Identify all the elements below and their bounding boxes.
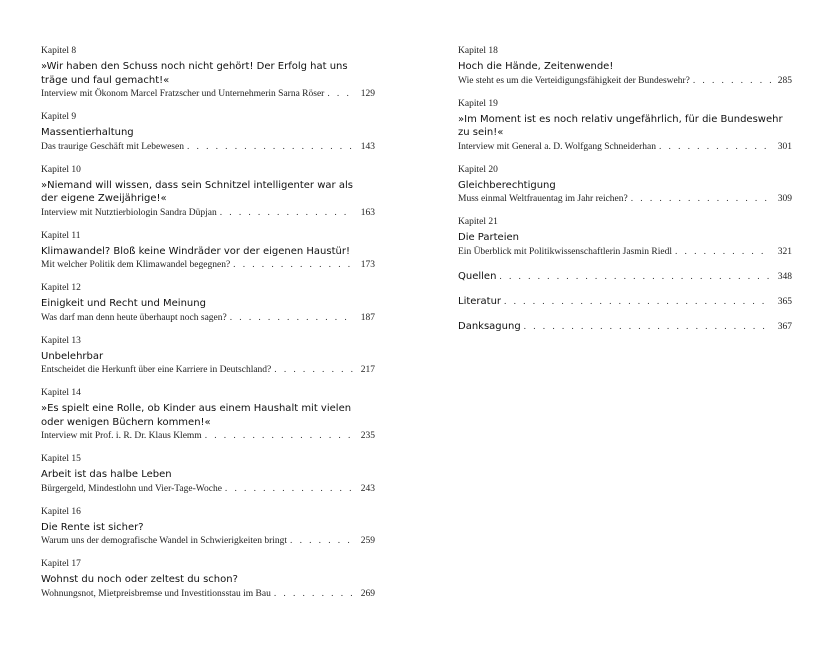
toc-entry-kapitel-17[interactable] xyxy=(41,559,375,601)
chapter-subtitle: Interview mit Ökonom Marcel Fratzscher und Unternehmerin Sarna Röser xyxy=(41,89,325,99)
toc-entry-kapitel-8[interactable] xyxy=(41,46,375,101)
chapter-subtitle: Wohnungsnot, Mietpreisbremse und Investitionsstau im Bau xyxy=(41,588,271,599)
dot-leader xyxy=(220,207,354,220)
dot-leader xyxy=(631,193,771,206)
page-number: 285 xyxy=(777,75,792,86)
toc-entry-kapitel-21[interactable] xyxy=(458,217,792,259)
chapter-title-line: Gleichberechtigung xyxy=(458,179,556,191)
subtitle-line xyxy=(41,312,375,325)
page-number: 163 xyxy=(360,207,375,218)
dot-leader xyxy=(205,430,354,443)
chapter-title-line: »Es spielt eine Rolle, ob Kinder aus einem Haushalt mit vielen xyxy=(41,403,352,414)
chapter-title-line: Einigkeit und Recht und Meinung xyxy=(41,298,206,309)
chapter-title-line: Arbeit ist das halbe Leben xyxy=(41,469,172,480)
toc-entry-quellen[interactable] xyxy=(458,270,792,284)
dot-leader xyxy=(225,483,354,496)
subtitle-line xyxy=(41,588,375,601)
page-number: 309 xyxy=(777,194,792,204)
page-number: 301 xyxy=(777,141,792,152)
chapter-subtitle: Wie steht es um die Verteidigungsfähigkeit der Bundeswehr? xyxy=(458,75,690,86)
chapter-label: Kapitel 20 xyxy=(458,164,498,175)
chapter-title-line: träge und faul gemacht!« xyxy=(41,74,170,86)
toc-entry-kapitel-16[interactable] xyxy=(41,507,375,549)
dot-leader xyxy=(290,535,354,548)
toc-entry-kapitel-19[interactable] xyxy=(458,99,792,154)
dot-leader xyxy=(524,321,771,334)
page-number: 321 xyxy=(777,246,792,257)
chapter-title-line: Die Parteien xyxy=(458,232,519,243)
subtitle-line xyxy=(458,141,792,154)
subtitle-line xyxy=(41,259,375,272)
subtitle-line xyxy=(41,364,375,377)
chapter-subtitle: Das traurige Geschäft mit Lebewesen xyxy=(41,141,184,152)
subtitle-line xyxy=(41,141,375,154)
dot-leader xyxy=(230,312,354,325)
chapter-label: Kapitel 21 xyxy=(458,217,498,227)
chapter-label: Kapitel 14 xyxy=(41,388,81,398)
chapter-title-line: Hoch die Hände, Zeitenwende! xyxy=(458,61,614,72)
toc-entry-kapitel-14[interactable] xyxy=(41,388,375,443)
chapter-subtitle: Interview mit Nutztierbiologin Sandra Düpjan xyxy=(41,207,217,218)
dot-leader xyxy=(675,246,771,259)
chapter-label: Kapitel 18 xyxy=(458,46,498,56)
chapter-subtitle: Interview mit Prof. i. R. Dr. Klaus Klemm xyxy=(41,431,202,441)
chapter-label: Kapitel 10 xyxy=(41,164,81,175)
page-number: 259 xyxy=(360,536,375,546)
page-number: 243 xyxy=(360,483,375,494)
toc-entry-kapitel-15[interactable] xyxy=(41,454,375,496)
chapter-subtitle: Bürgergeld, Mindestlohn und Vier-Tage-Woche xyxy=(41,483,222,494)
subtitle-line xyxy=(458,193,792,206)
subtitle-line xyxy=(458,75,792,88)
page-number: 129 xyxy=(360,89,375,99)
subtitle-line xyxy=(41,483,375,496)
dot-leader xyxy=(499,271,771,284)
chapter-title-line: oder wenigen Büchern kommen!« xyxy=(41,416,211,428)
dot-leader xyxy=(274,364,354,377)
dot-leader xyxy=(274,588,354,601)
dot-leader xyxy=(659,141,771,154)
toc-entry-literatur[interactable] xyxy=(458,295,792,309)
page-number: 173 xyxy=(360,260,375,270)
toc-entry-kapitel-18[interactable] xyxy=(458,46,792,88)
toc-left-column xyxy=(41,46,375,612)
page-number: 365 xyxy=(777,296,792,307)
chapter-label: Kapitel 9 xyxy=(41,112,77,122)
toc-entry-danksagung[interactable] xyxy=(458,320,792,334)
page-number: 367 xyxy=(777,321,792,332)
chapter-label: Kapitel 16 xyxy=(41,506,81,517)
chapter-title-line: Die Rente ist sicher? xyxy=(41,521,144,533)
dot-leader xyxy=(693,75,771,88)
page-number: 187 xyxy=(360,312,375,323)
chapter-subtitle: Warum uns der demografische Wandel in Schwierigkeiten bringt xyxy=(41,536,288,546)
page-number: 217 xyxy=(360,365,375,375)
toc-entry-kapitel-20[interactable] xyxy=(458,165,792,207)
section-title: Literatur xyxy=(458,295,502,307)
page-number: 235 xyxy=(360,431,375,441)
chapter-title-line: zu sein!« xyxy=(458,127,504,138)
chapter-label: Kapitel 11 xyxy=(41,230,81,241)
toc-entry-kapitel-13[interactable] xyxy=(41,336,375,378)
toc-entry-kapitel-12[interactable] xyxy=(41,283,375,325)
toc-entry-kapitel-9[interactable] xyxy=(41,112,375,154)
toc-entry-kapitel-10[interactable] xyxy=(41,165,375,220)
section-title: Quellen xyxy=(458,270,497,282)
chapter-label: Kapitel 8 xyxy=(41,46,77,56)
dot-leader xyxy=(504,296,771,309)
chapter-title-line: der eigene Zweijährige!« xyxy=(41,193,167,204)
subtitle-line xyxy=(41,88,375,101)
chapter-title-line: »Niemand will wissen, dass sein Schnitzel intelligenter war als xyxy=(41,179,353,191)
toc-right-column xyxy=(458,46,792,345)
chapter-subtitle: Entscheidet die Herkunft über eine Karriere in Deutschland? xyxy=(41,365,272,375)
subtitle-line xyxy=(41,535,375,548)
chapter-label: Kapitel 17 xyxy=(41,559,81,569)
chapter-subtitle: Mit welcher Politik dem Klimawandel begegnen? xyxy=(41,260,231,270)
chapter-title-line: Unbelehrbar xyxy=(41,350,104,362)
chapter-label: Kapitel 13 xyxy=(41,335,81,346)
chapter-label: Kapitel 19 xyxy=(458,98,498,109)
page-number: 348 xyxy=(777,271,792,282)
chapter-subtitle: Interview mit General a. D. Wolfgang Schneiderhan xyxy=(458,141,656,152)
section-title: Danksagung xyxy=(458,320,521,332)
chapter-title-line: »Wir haben den Schuss noch nicht gehört! Der Erfolg hat uns xyxy=(41,61,348,72)
chapter-subtitle: Ein Überblick mit Politikwissenschaftlerin Jasmin Riedl xyxy=(458,246,672,257)
subtitle-line xyxy=(41,430,375,443)
chapter-title-line: »Im Moment ist es noch relativ ungefährlich, für die Bundeswehr xyxy=(458,113,783,125)
chapter-label: Kapitel 12 xyxy=(41,283,81,293)
chapter-title-line: Wohnst du noch oder zeltest du schon? xyxy=(41,574,238,585)
dot-leader xyxy=(187,141,354,154)
subtitle-line xyxy=(41,207,375,220)
chapter-title-line: Massentierhaltung xyxy=(41,127,134,138)
page-number: 143 xyxy=(360,141,375,152)
chapter-title-line: Klimawandel? Bloß keine Windräder vor der eigenen Haustür! xyxy=(41,245,350,257)
chapter-label: Kapitel 15 xyxy=(41,454,81,464)
dot-leader xyxy=(233,259,354,272)
subtitle-line xyxy=(458,246,792,259)
page-number: 269 xyxy=(360,588,375,599)
toc-entry-kapitel-11[interactable] xyxy=(41,231,375,273)
chapter-subtitle: Was darf man denn heute überhaupt noch sagen? xyxy=(41,312,227,323)
chapter-subtitle: Muss einmal Weltfrauentag im Jahr reichen? xyxy=(458,194,628,204)
dot-leader xyxy=(327,88,354,101)
